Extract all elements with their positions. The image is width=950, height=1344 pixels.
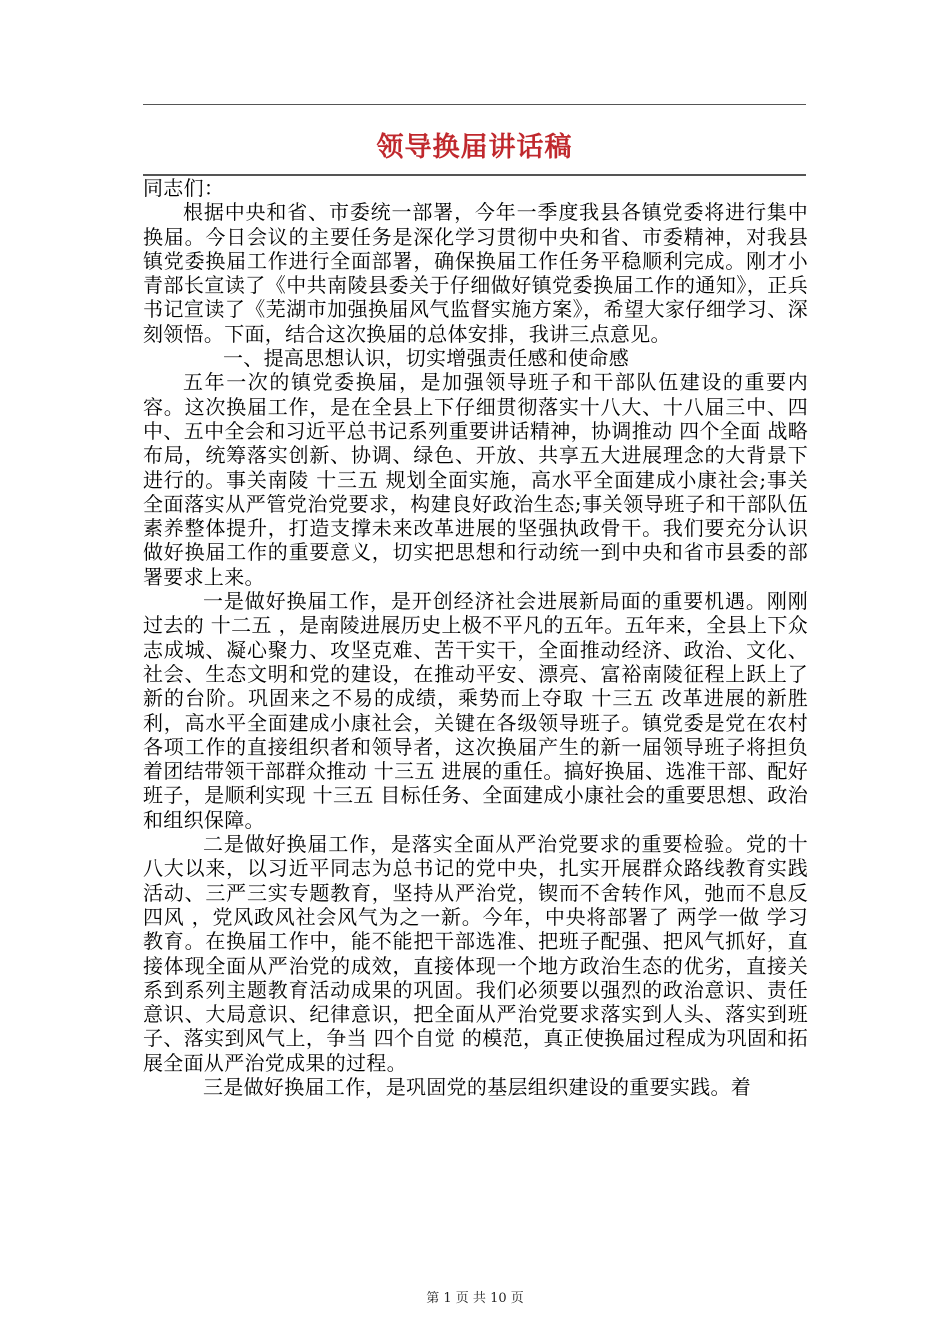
footer-current-page: 1	[443, 1291, 452, 1306]
paragraph-point-two: 二是做好换届工作，是落实全面从严治党要求的重要检验。党的十八大以来，以习近平同志为总书记的党中央，扎实开展群众路线教育实践活动、三严三实专题教育，坚持从严治党，锲而不舍转作风，弛而不息反 四风 ，党风政风社会风气为之一新。今年，中央将部署了 两学一做 学习教育。在换届工作中，能不能把干部选准、把班子配强、把风气抓好，直接体现全面从严治党的成效，直接体现一个地方政治生态的优劣，直接关系到系列主题教育活动成果的巩固。我们必须要以强烈的政治意识、责任意识、大局意识、纪律意识，把全面从严治党要求落实到人头、落实到班子、落实到风气上，争当 四个自觉 的模范，真正使换届过程成为巩固和拓展全面从严治党成果的过程。	[143, 832, 808, 1075]
greeting: 同志们：	[143, 176, 225, 200]
document-title: 领导换届讲话稿	[376, 132, 573, 163]
paragraph-intro: 根据中央和省、市委统一部署，今年一季度我县各镇党委将进行集中换届。今日会议的主要任务是深化学习贯彻中央和省、市委精神，对我县镇党委换届工作进行全面部署，确保换届工作任务平稳顺利完成。刚才小青部长宣读了《中共南陵县委关于仔细做好镇党委换届工作的通知》，正兵书记宣读了《芜湖市加强换届风气监督实施方案》，希望大家仔细学习、深刻领悟。下面，结合这次换届的总体安排，我讲三点意见。	[143, 200, 808, 346]
document-body	[143, 176, 808, 1099]
section-heading-1: 一、提高思想认识，切实增强责任感和使命感	[223, 346, 629, 371]
paragraph-point-three: 三是做好换届工作，是巩固党的基层组织建设的重要实践。着	[203, 1074, 752, 1099]
header-rule	[143, 104, 806, 105]
footer-suffix: 页	[510, 1291, 524, 1306]
page-footer	[0, 1291, 950, 1307]
footer-total-pages: 10	[490, 1291, 507, 1306]
footer-middle: 页 共	[455, 1291, 486, 1306]
paragraph-point-one: 一是做好换届工作，是开创经济社会进展新局面的重要机遇。刚刚过去的 十二五 ，是南陵进展历史上极不平凡的五年。五年来，全县上下众志成城、凝心聚力、攻坚克难、苦干实干，全面推动经济、政治、文化、社会、生态文明和党的建设，在推动平安、漂亮、富裕南陵征程上跃上了新的台阶。巩固来之不易的成绩，乘势而上夺取 十三五 改革进展的新胜利，高水平全面建成小康社会，关键在各级领导班子。镇党委是党在农村各项工作的直接组织者和领导者，这次换届产生的新一届领导班子将担负着团结带领干部群众推动 十三五 进展的重任。搞好换届、选准干部、配好班子，是顺利实现 十三五 目标任务、全面建成小康社会的重要思想、政治和组织保障。	[143, 589, 808, 832]
paragraph-background: 五年一次的镇党委换届，是加强领导班子和干部队伍建设的重要内容。这次换届工作，是在全县上下仔细贯彻落实十八大、十八届三中、四中、五中全会和习近平总书记系列重要讲话精神，协调推动 四个全面 战略布局，统筹落实创新、协调、绿色、开放、共享五大进展理念的大背景下进行的。事关南陵 十三五 规划全面实施，高水平全面建成小康社会;事关全面落实从严管党治党要求，构建良好政治生态;事关领导班子和干部队伍素养整体提升，打造支撑未来改革进展的坚强执政骨干。我们要充分认识做好换届工作的重要意义，切实把思想和行动统一到中央和省市县委的部署要求上来。	[143, 370, 808, 589]
footer-prefix: 第	[426, 1291, 440, 1306]
